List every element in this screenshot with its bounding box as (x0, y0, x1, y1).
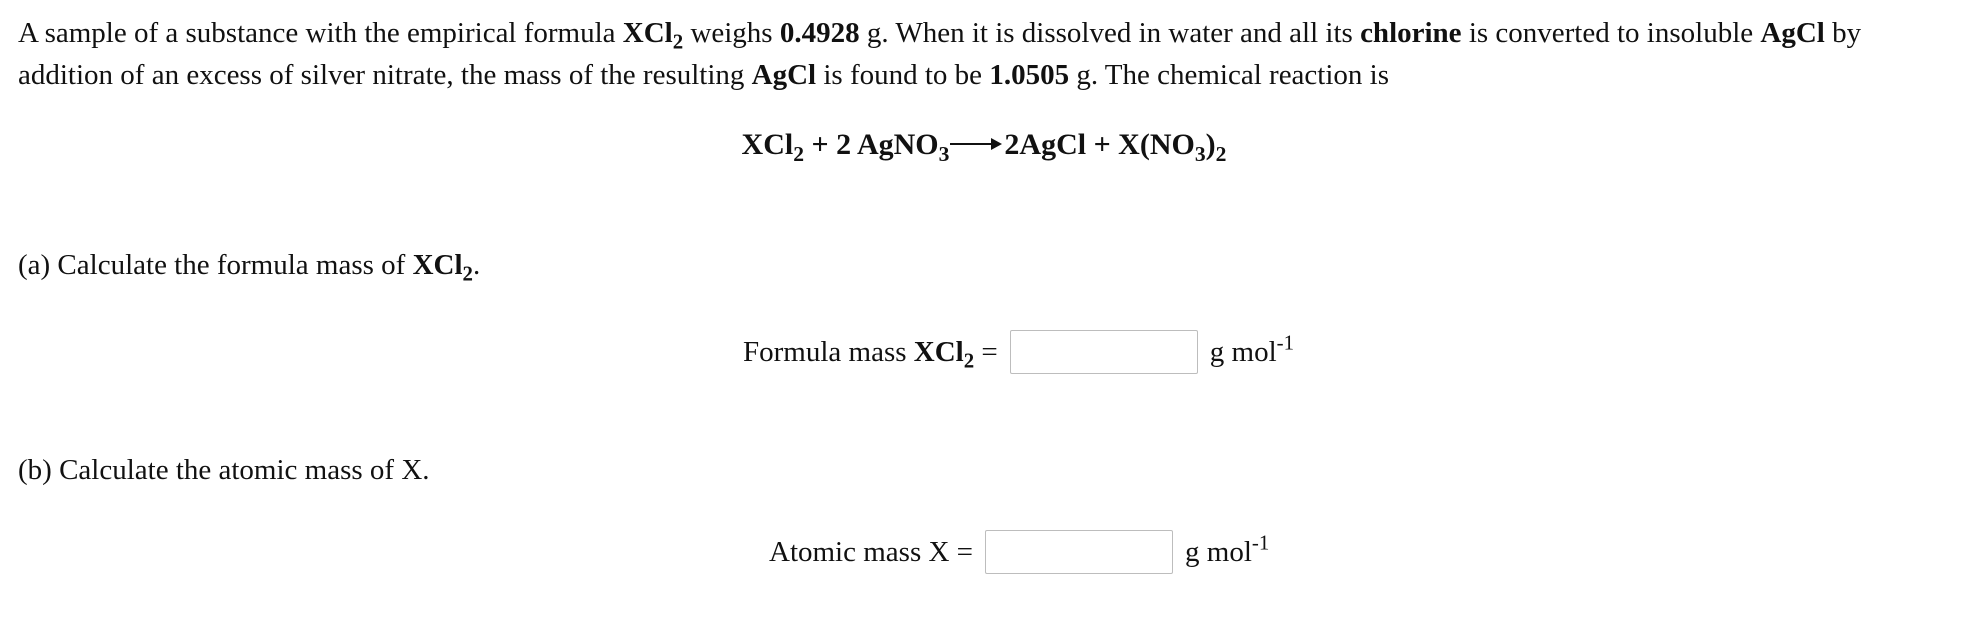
subscript: 3 (938, 141, 950, 166)
formula-base: XCl (412, 249, 463, 281)
problem-text: weighs (683, 17, 780, 49)
problem-text: is converted to insoluble (1461, 17, 1761, 49)
formula-mass-unit (1210, 328, 1294, 376)
problem-text: is found to be (816, 59, 990, 91)
agcl-mass-value: 1.0505 (989, 59, 1070, 91)
reactant-agno3: + 2 AgNO (804, 128, 939, 161)
atomic-mass-label: Atomic mass X = (769, 536, 974, 568)
atomic-mass-input[interactable] (985, 530, 1173, 574)
problem-text: A sample of a substance with the empirical formula (18, 17, 623, 49)
equals-sign: = (974, 336, 998, 368)
unit-text: g mol (1185, 536, 1252, 568)
unit-superscript: -1 (1251, 530, 1270, 555)
products: 2AgCl + X(NO (1004, 128, 1195, 161)
formula-subscript: 2 (462, 261, 473, 286)
sample-mass-value: 0.4928 (779, 17, 860, 49)
subscript: 2 (793, 141, 805, 166)
part-a-answer-row (743, 328, 1294, 376)
part-b-question (18, 452, 430, 488)
unit-text: g mol (1209, 336, 1277, 368)
reaction-arrow-icon (950, 133, 1002, 155)
problem-text: by addition of an excess of silver nitrate, the mass of the resulting (18, 17, 1862, 91)
question-formula (412, 249, 473, 286)
formula-mass-input[interactable] (1010, 330, 1198, 374)
problem-statement (18, 12, 1948, 96)
atomic-mass-unit (1185, 528, 1269, 576)
subscript: 3 (1194, 141, 1206, 166)
formula-mass-label (743, 328, 998, 376)
formula-subscript: 2 (963, 348, 975, 373)
question-text-end: . (472, 249, 481, 281)
question-text: (a) Calculate the formula mass of (18, 249, 413, 281)
problem-text: g. When it is dissolved in water and all its (859, 17, 1361, 49)
formula-base: XCl (913, 336, 964, 368)
chlorine-term: chlorine (1360, 17, 1462, 49)
question-text: (b) Calculate the atomic mass of X. (18, 454, 430, 486)
label-text: Formula mass (743, 336, 914, 368)
subscript: 2 (1215, 141, 1227, 166)
agcl-term: AgCl (751, 59, 817, 91)
part-b-answer-row (769, 528, 1269, 576)
agcl-term: AgCl (1760, 17, 1825, 49)
reactant-xcl2: XCl (741, 128, 794, 161)
unit-superscript: -1 (1276, 330, 1295, 355)
products-close: ) (1205, 128, 1216, 161)
formula-base: XCl (622, 17, 673, 49)
reaction-equation (0, 128, 1968, 166)
formula-subscript: 2 (672, 29, 684, 54)
label-formula (913, 336, 975, 373)
part-a-question (18, 247, 481, 286)
empirical-formula (622, 17, 684, 54)
problem-text: g. The chemical reaction is (1069, 59, 1390, 91)
